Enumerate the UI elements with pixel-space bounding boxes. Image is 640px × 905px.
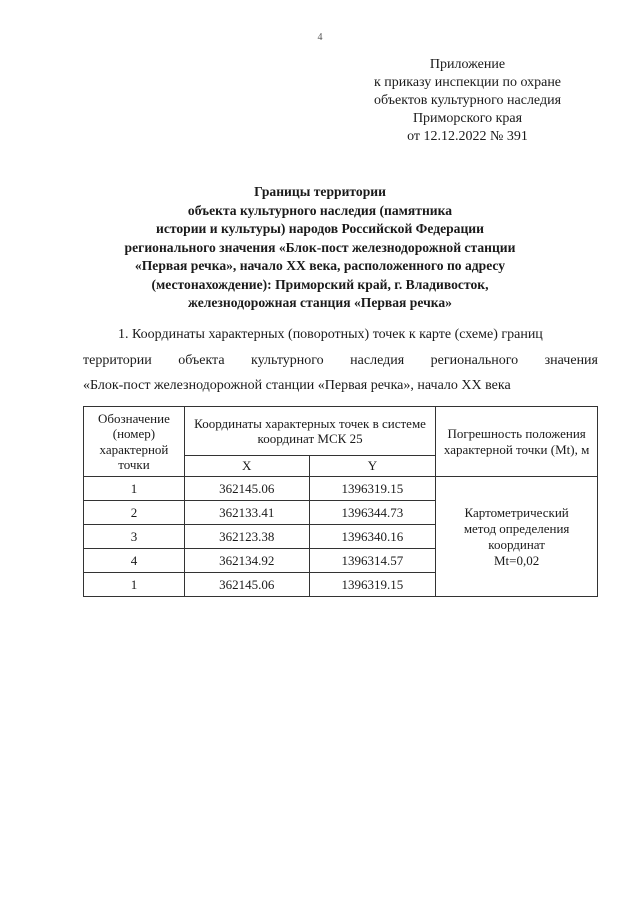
table-row [84,477,598,501]
y-cell: 1396314.57 [309,549,436,573]
method-cell [436,477,598,597]
x-cell: 362123.38 [184,525,309,549]
document-title [60,183,580,313]
header-coordinates: Координаты характерных точек в системе координат МСК 25 [184,407,435,456]
method-line: метод определения [463,520,570,536]
title-line: «Первая речка», начало XX века, расположенного по адресу [134,258,506,273]
y-cell: 1396319.15 [309,477,436,501]
method-line: координат [488,536,545,552]
body-paragraph [83,322,598,399]
header-accuracy: Погрешность положения характерной точки (Mt), м [436,407,598,477]
coordinates-table [83,406,598,597]
title-line: Границы территории [254,184,386,199]
point-cell: 2 [84,501,185,525]
x-cell: 362134.92 [184,549,309,573]
appendix-line: Приложение [429,57,506,72]
y-cell: 1396344.73 [309,501,436,525]
title-line: истории и культуры) народов Российской Федерации [156,221,484,236]
appendix-line: Приморского края [412,111,523,126]
x-cell: 362133.41 [184,501,309,525]
header-x: X [184,456,309,477]
title-line: объекта культурного наследия (памятника [187,202,453,218]
x-cell: 362145.06 [184,477,309,501]
y-cell: 1396340.16 [309,525,436,549]
title-line: (местонахождение): Приморский край, г. Владивосток, [151,276,489,292]
paragraph-line: «Блок-пост железнодорожной станции «Первая речка», начало XX века [83,378,511,393]
header-y: Y [309,456,436,477]
appendix-line: от 12.12.2022 № 391 [407,129,528,144]
point-cell: 1 [84,573,185,597]
point-cell: 3 [84,525,185,549]
title-line: железнодорожная станция «Первая речка» [188,295,452,310]
appendix-line: к приказу инспекции по охране [373,75,562,90]
header-designation: Обозначение (номер) характерной точки [84,407,185,477]
title-line: регионального значения «Блок-пост железнодорожной станции [124,239,516,255]
point-cell: 4 [84,549,185,573]
y-cell: 1396319.15 [309,573,436,597]
page-number: 4 [317,32,323,43]
x-cell: 362145.06 [184,573,309,597]
appendix-block [340,56,595,146]
point-cell: 1 [84,477,185,501]
paragraph-line: территории объекта культурного наследия регионального значения [83,352,598,368]
method-line: Mt=0,02 [493,552,540,568]
appendix-line: объектов культурного наследия [373,93,562,108]
method-line: Картометрический [464,504,569,520]
paragraph-line: 1. Координаты характерных (поворотных) точек к карте (схеме) границ [118,327,543,342]
